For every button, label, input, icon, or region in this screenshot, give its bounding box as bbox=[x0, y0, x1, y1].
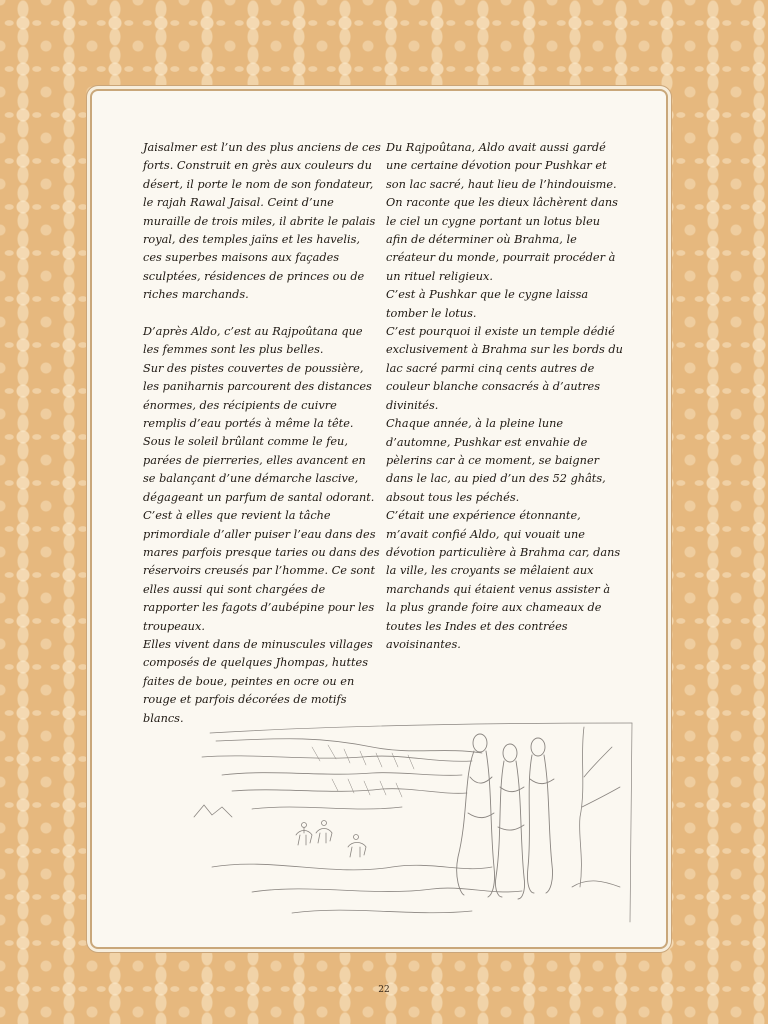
paragraph-camel-fair: C’était une expérience étonnante, m’avait confié Aldo, qui vouait une dévotion particulière à Brahma car, dans la ville, les croyants se mêlaient aux marchands qui étaient venus assister à la plus grande foire aux chameaux de toutes les Indes et des contrées avoisinantes. bbox=[386, 509, 621, 651]
text-panel bbox=[90, 89, 668, 949]
sketch-illustration bbox=[192, 717, 636, 927]
paragraph-villages: Elles vivent dans de minuscules villages composés de quelques Jhompas, huttes faites de boue, peintes en ocre ou en rouge et parfois décorées de motifs blancs. bbox=[143, 637, 373, 725]
sketch-frame-top bbox=[210, 723, 632, 733]
paragraph-brahma-temple: C’est pourquoi il existe un temple dédié exclusivement à Brahma sur les bords du lac sacré parmi cinq cents autres de couleur blanche consacrés à d’autres divinités. bbox=[386, 325, 623, 412]
ground-line bbox=[252, 888, 522, 892]
paragraph-paniharnis: Sur des pistes couvertes de poussière, les paniharnis parcourent des distances énormes, des récipients de cuivre remplis d’eau portés à même la tête. bbox=[143, 361, 372, 431]
camel-riders bbox=[296, 821, 366, 858]
paragraph-pushkar: Du Rajpoûtana, Aldo avait aussi gardé une certaine dévotion pour Pushkar et son lac sacré, haut lieu de l’hindouisme. On raconte que les dieux lâchèrent dans le ciel un cygne portant un lotus bleu afin de déterminer où Brahma, le créateur du monde, pourrait procéder à un rituel religieux. bbox=[386, 141, 618, 283]
distant-hills bbox=[194, 805, 232, 817]
ground-line bbox=[212, 864, 492, 870]
right-text-column bbox=[386, 139, 624, 654]
hatching bbox=[332, 779, 402, 797]
paragraph-sun: Sous le soleil brûlant comme le feu, parées de pierreries, elles avancent en se balançant d’une démarche lascive, dégageant un parfum de santal odorant. bbox=[143, 435, 375, 504]
dune-line bbox=[232, 789, 467, 794]
dune-line bbox=[222, 773, 462, 776]
paragraph-women-beauty: D’après Aldo, c’est au Rajpoûtana que les femmes sont les plus belles. bbox=[143, 325, 363, 357]
dune-line bbox=[202, 756, 472, 761]
dune-line bbox=[216, 739, 482, 753]
paragraph-full-moon: Chaque année, à la pleine lune d’automne, Pushkar est envahie de pèlerins car à ce moment, se baigner dans le lac, au pied d’un des 52 ghâts, absout tous les péchés. bbox=[386, 417, 606, 504]
ground-line bbox=[292, 910, 472, 913]
dune-line bbox=[252, 807, 402, 809]
tree-base bbox=[572, 881, 620, 887]
three-women-figures bbox=[457, 734, 554, 899]
left-text-column bbox=[143, 139, 381, 728]
page-number: 22 bbox=[378, 985, 390, 995]
paragraph-jaisalmer: Jaisalmer est l’un des plus anciens de ces forts. Construit en grès aux couleurs du désert, il porte le nom de son fondateur, le rajah Rawal Jaisal. Ceint d’une muraille de trois miles, il abrite le palais royal, des temples jaïns et les havelis, ces superbes maisons aux façades sculptées, résidences de princes ou de riches marchands. bbox=[143, 141, 381, 302]
tree-sketch bbox=[580, 727, 620, 887]
paragraph-lotus: C’est à Pushkar que le cygne laissa tomber le lotus. bbox=[386, 288, 589, 320]
paragraph-water-task: C’est à elles que revient la tâche primordiale d’aller puiser l’eau dans des mares parfois presque taries ou dans des réservoirs creusés par l’homme. Ce sont elles aussi qui sont chargées de rapporter les fagots d’aubépine pour les troupeaux. bbox=[143, 509, 380, 633]
sketch-frame-right bbox=[630, 723, 632, 922]
